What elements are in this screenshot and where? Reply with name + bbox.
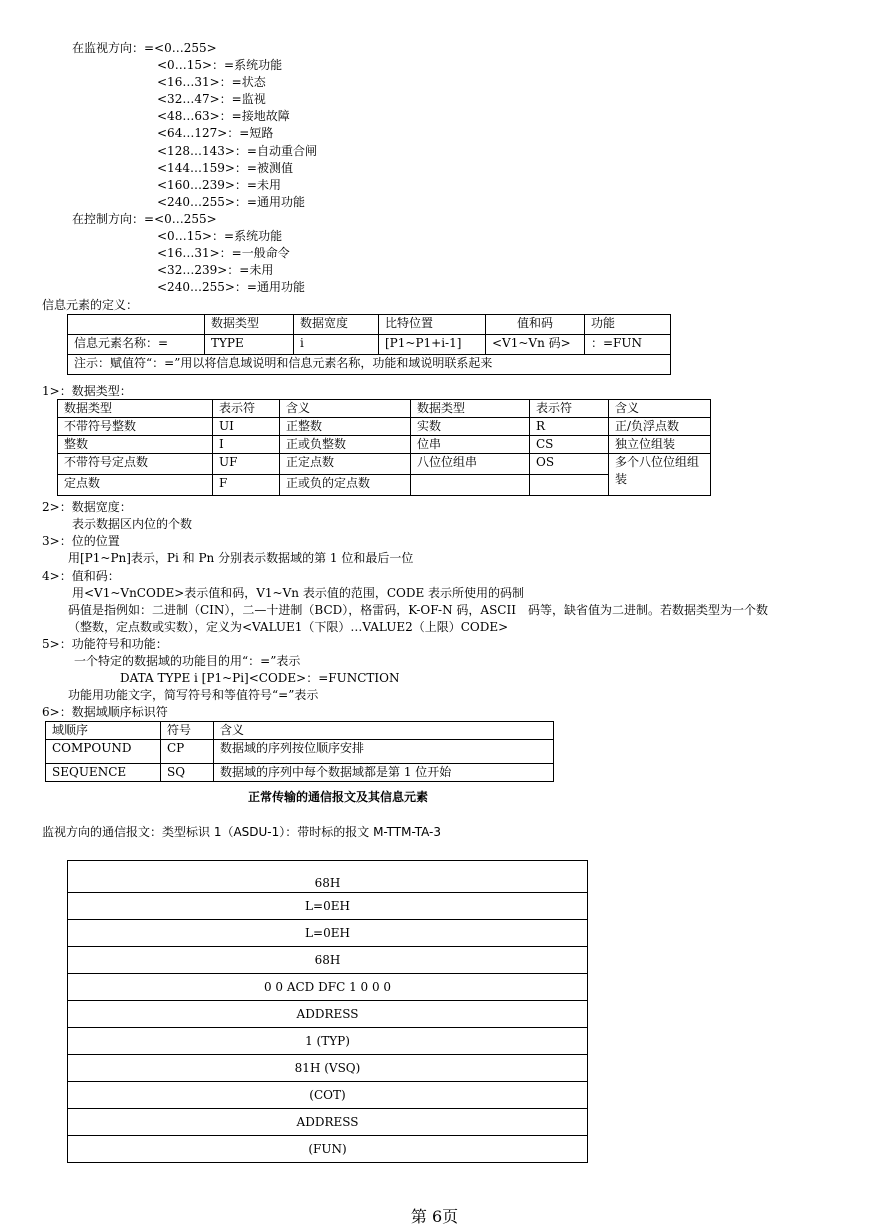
frame-row — [68, 920, 588, 947]
list-item: <0…15>：=系统功能 — [157, 58, 283, 72]
table-cell: 功能 — [585, 315, 671, 335]
table-cell: 数据类型 — [411, 400, 530, 418]
bit-position-title: 3>：位的位置 — [42, 534, 120, 548]
frame-row — [68, 1109, 588, 1136]
list-item: <128…143>：=自动重合闸 — [157, 143, 317, 158]
table-row — [46, 740, 554, 764]
table-row — [68, 335, 671, 355]
frame-cell: (FUN) — [68, 1136, 588, 1163]
value-code-desc-3: （整数，定点数或实数），定义为<VALUE1（下限）…VALUE2（上限）CODE> — [68, 620, 509, 634]
control-direction-header: 在控制方向：=<0…255> — [72, 212, 217, 226]
frame-row — [68, 1082, 588, 1109]
frame-cell: L=0EH — [68, 893, 588, 920]
table-cell: UI — [213, 418, 280, 436]
sequence-title: 6>：数据域顺序标识符 — [42, 705, 168, 719]
table-cell: 数据类型 — [58, 400, 213, 418]
frame-cell: ADDRESS — [68, 1001, 588, 1028]
value-code-desc-2: 码值是指例如：二进制（CIN），二—十进制（BCD），格雷码，K-OF-N 码，ASCII 码等，缺省值为二进制。若数据类型为一个数 — [68, 603, 768, 617]
data-types-table — [57, 399, 711, 496]
table-cell: 比特位置 — [379, 315, 486, 335]
table-cell: CP — [161, 740, 214, 764]
function-desc-3: 功能用功能文字，简写符号和等值符号“=”表示 — [68, 688, 319, 702]
list-item: <240…255>：=通用功能 — [157, 194, 305, 209]
table-header-row — [58, 400, 711, 418]
frame-cell: (COT) — [68, 1082, 588, 1109]
table-cell: 表示符 — [530, 400, 609, 418]
table-cell: 含义 — [214, 722, 554, 740]
table-cell: 符号 — [161, 722, 214, 740]
function-desc-2: DATA TYPE i [P1~Pi]<CODE>：=FUNCTION — [120, 671, 400, 685]
section-heading: 正常传输的通信报文及其信息元素 — [247, 790, 428, 804]
value-code-title: 4>：值和码： — [42, 569, 120, 583]
list-item: <32…239>：=未用 — [157, 263, 274, 278]
table-cell: 数据域的序列中每个数据域都是第 1 位开始 — [214, 764, 554, 782]
table-cell: i — [294, 335, 379, 355]
frame-cell: 68H — [68, 861, 588, 893]
table-cell: 数据宽度 — [294, 315, 379, 335]
frame-cell: L=0EH — [68, 920, 588, 947]
table-cell: COMPOUND — [46, 740, 161, 764]
frame-row — [68, 1028, 588, 1055]
page-number: 第 6页 — [410, 1207, 459, 1226]
table-header-row — [46, 722, 554, 740]
table-cell: 正整数 — [280, 418, 411, 436]
table-cell: 定点数 — [58, 475, 213, 496]
table-cell: SQ — [161, 764, 214, 782]
table-cell: TYPE — [205, 335, 294, 355]
table-cell: R — [530, 418, 609, 436]
data-types-title: 1>：数据类型： — [42, 384, 132, 398]
info-definition-table — [67, 314, 671, 375]
table-cell: 不带符号定点数 — [58, 454, 213, 475]
table-cell: F — [213, 475, 280, 496]
frame-row — [68, 861, 588, 893]
function-title: 5>：功能符号和功能： — [42, 637, 168, 651]
table-cell: I — [213, 436, 280, 454]
table-cell: 正或负整数 — [280, 436, 411, 454]
table-cell: 正/负浮点数 — [609, 418, 711, 436]
table-cell: 含义 — [280, 400, 411, 418]
table-cell: 正或负的定点数 — [280, 475, 411, 496]
function-desc-1: 一个特定的数据域的功能目的用“：=”表示 — [74, 654, 301, 668]
value-code-desc-1: 用<V1~VnCODE>表示值和码，V1~Vn 表示值的范围，CODE 表示所使用的码制 — [72, 586, 525, 600]
table-cell: 不带符号整数 — [58, 418, 213, 436]
table-cell: UF — [213, 454, 280, 475]
table-cell: 表示符 — [213, 400, 280, 418]
frame-row — [68, 974, 588, 1001]
table-cell: SEQUENCE — [46, 764, 161, 782]
table-cell — [68, 315, 205, 335]
frame-cell: 1 (TYP) — [68, 1028, 588, 1055]
table-row — [58, 454, 711, 475]
table-cell: 含义 — [609, 400, 711, 418]
table-cell: 信息元素名称：= — [68, 335, 205, 355]
table-cell: CS — [530, 436, 609, 454]
list-item: <240…255>：=通用功能 — [157, 280, 305, 295]
frame-cell: 0 0 ACD DFC 1 0 0 0 — [68, 974, 588, 1001]
frame-cell: ADDRESS — [68, 1109, 588, 1136]
monitor-message-title: 监视方向的通信报文：类型标识 1（ASDU-1）：带时标的报文 M-TTM-TA-3 — [42, 825, 442, 839]
table-cell: 实数 — [411, 418, 530, 436]
table-cell: 值和码 — [486, 315, 585, 335]
frame-row — [68, 893, 588, 920]
table-row — [58, 418, 711, 436]
data-width-title: 2>：数据宽度： — [42, 500, 132, 514]
table-cell: [P1~P1+i-1] — [379, 335, 486, 355]
frame-row — [68, 1136, 588, 1163]
table-cell: ：=FUN — [585, 335, 671, 355]
frame-cell: 81H (VSQ) — [68, 1055, 588, 1082]
table-row — [68, 355, 671, 375]
table-cell — [530, 475, 609, 496]
table-cell: 数据域的序列按位顺序安排 — [214, 740, 554, 764]
table-row — [46, 764, 554, 782]
monitor-direction-header: 在监视方向：=<0…255> — [72, 41, 217, 55]
info-definition-title: 信息元素的定义： — [42, 298, 139, 312]
table-cell: 数据类型 — [205, 315, 294, 335]
bit-position-desc: 用[P1~Pn]表示，Pi 和 Pn 分别表示数据域的第 1 位和最后一位 — [68, 551, 414, 565]
frame-cell: 68H — [68, 947, 588, 974]
list-item: <48…63>：=接地故障 — [157, 109, 290, 124]
table-cell — [411, 475, 530, 496]
list-item: <0…15>：=系统功能 — [157, 229, 283, 243]
frame-row — [68, 1001, 588, 1028]
table-row — [58, 436, 711, 454]
data-width-desc: 表示数据区内位的个数 — [72, 517, 193, 531]
table-cell: 正定点数 — [280, 454, 411, 475]
frame-row — [68, 1055, 588, 1082]
table-header-row — [68, 315, 671, 335]
message-frame-table — [67, 860, 588, 1163]
table-cell: 域顺序 — [46, 722, 161, 740]
table-cell: OS — [530, 454, 609, 475]
table-note: 注示：赋值符“：=”用以将信息域说明和信息元素名称，功能和域说明联系起来 — [68, 355, 671, 375]
table-cell: 独立位组装 — [609, 436, 711, 454]
list-item: <64…127>：=短路 — [157, 126, 274, 141]
table-cell: 整数 — [58, 436, 213, 454]
table-cell: 八位位组串 — [411, 454, 530, 475]
list-item: <144…159>：=被测值 — [157, 160, 293, 175]
list-item: <16…31>：=状态 — [157, 75, 266, 90]
frame-row — [68, 947, 588, 974]
list-item: <16…31>：=一般命令 — [157, 246, 290, 261]
sequence-table — [45, 721, 554, 782]
table-cell: <V1~Vn 码> — [486, 335, 585, 355]
list-item: <160…239>：=未用 — [157, 177, 281, 192]
table-cell: 位串 — [411, 436, 530, 454]
table-cell: 多个八位位组组装 — [609, 454, 711, 496]
list-item: <32…47>：=监视 — [157, 92, 266, 107]
